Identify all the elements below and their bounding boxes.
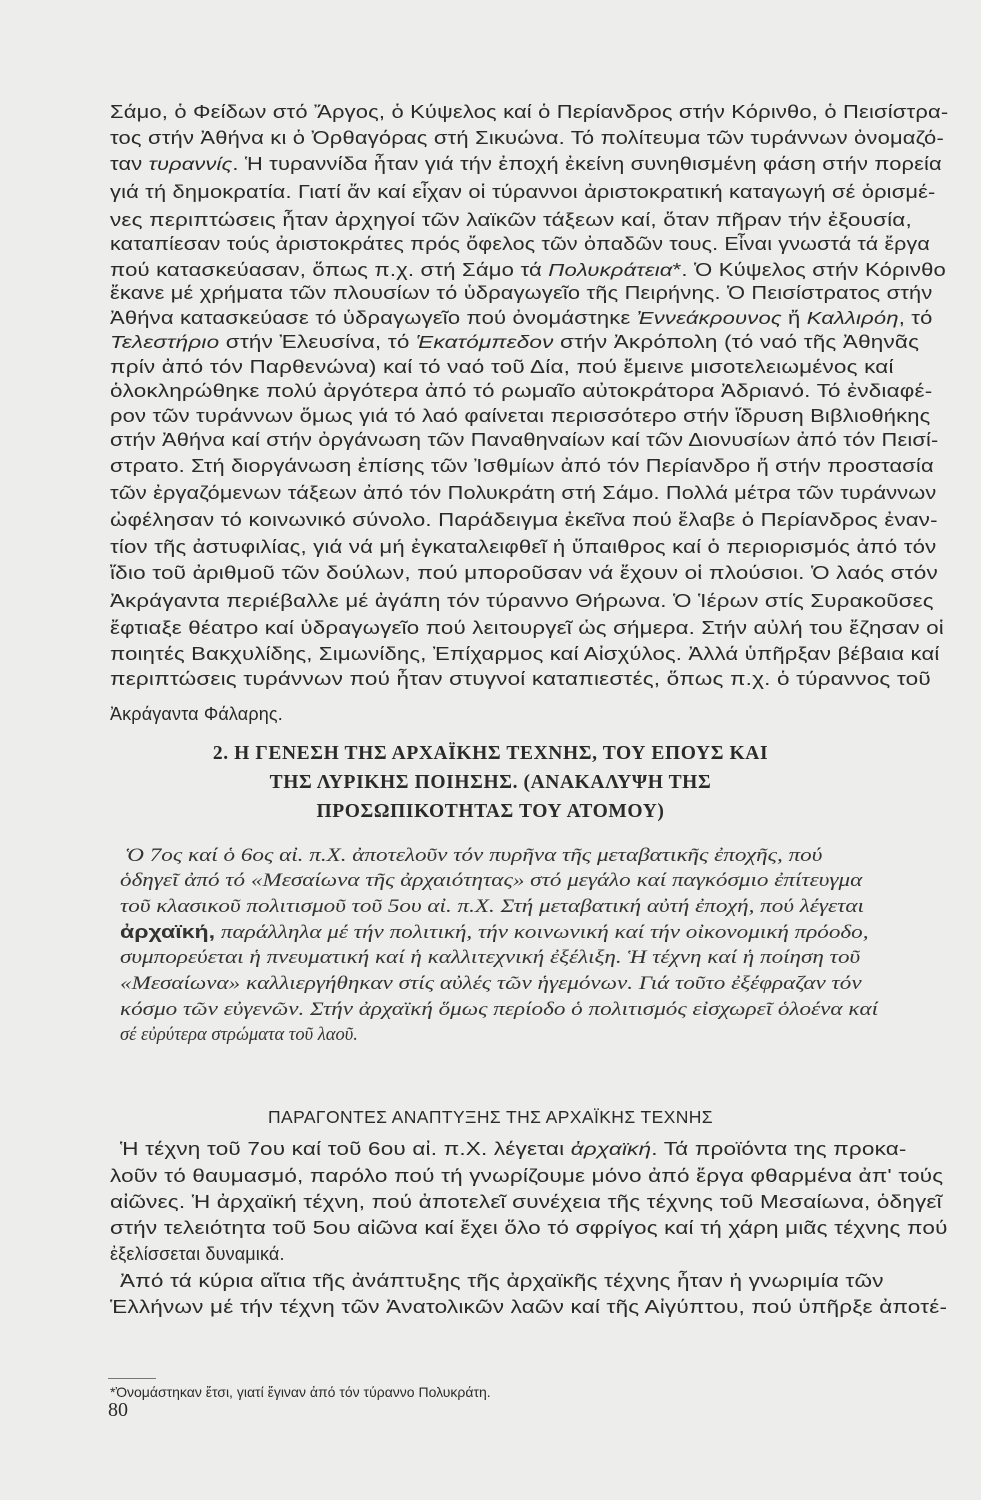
text-run: . Τά προϊόντα της προκα- (651, 1139, 907, 1159)
text-run: περιπτώσεις τυράννων πού ἦταν στυγνοί καταπιεστές, ὅπως π.χ. ὁ τύραννος τοῦ (110, 669, 931, 689)
italic-term: Ἑκατόμπεδον (416, 332, 554, 352)
text-run: καταπίεσαν τούς ἀριστοκράτες πρός ὄφελος τῶν ὀπαδῶν τους. Εἶναι γνωστά τά ἔργα (110, 234, 930, 254)
text-line (110, 1191, 942, 1213)
text-run: πρίν ἀπό τόν Παρθενώνα) καί τό ναό τοῦ Δία, πού ἔμεινε μισοτελειωμένος καί (110, 357, 894, 377)
text-line (110, 405, 930, 427)
text-run: . Ἡ τυραννίδα ἦταν γιά τήν ἐποχή ἐκείνη συνηθισμένη φάση στήν πορεία (232, 154, 942, 174)
text-line (110, 153, 942, 175)
text-line (110, 643, 940, 665)
text-run: ἔκανε μέ χρήματα τῶν πλουσίων τό ὑδραγωγεῖο τῆς Πειρήνης. Ὁ Πεισίστρατος στήν (110, 283, 933, 303)
text-line (110, 233, 930, 255)
bold-term: ἀρχαϊκή, (120, 921, 216, 942)
text-line (110, 509, 938, 531)
text-line (110, 282, 932, 304)
italic-term: Τελεστήριο (110, 332, 220, 352)
text-run: ρον τῶν τυράννων ὅμως γιά τό λαό φαίνεται περισσότερο στήν ἵδρυση Βιβλιοθήκης (110, 406, 931, 426)
text-run: νες περιπτώσεις ἦταν ἀρχηγοί τῶν λαϊκῶν τάξεων καί, ὅταν πῆραν τήν ἐξουσία, (110, 210, 912, 230)
text-line (120, 999, 878, 1021)
text-run: στήν τελειότητα τοῦ 5ου αἰῶνα καί ἔχει ὅλο τό σφρίγος καί τή χάρη μιᾶς τέχνης πού (110, 1218, 948, 1238)
page-number: 80 (108, 1399, 128, 1421)
footnote-rule (108, 1378, 156, 1379)
text-run: τοῦ κλασικοῦ πολιτισμοῦ τοῦ 5ου αἰ. π.Χ. Στή μεταβατική αὐτή ἐποχή, πού λέγεται (120, 897, 864, 917)
text-line (110, 127, 944, 149)
text-line (110, 703, 283, 725)
text-line (120, 1024, 358, 1046)
text-line (120, 973, 862, 995)
text-run: τος στήν Ἀθήνα κι ὁ Ὀρθαγόρας στή Σικυώνα. Τό πολίτευμα τῶν τυράννων ὀνομαζό- (110, 128, 944, 148)
text-run: πού κατασκεύασαν, ὅπως π.χ. στή Σάμο τά (110, 260, 549, 280)
text-run: *. Ὁ Κύψελος στήν Κόρινθο (672, 260, 946, 280)
text-run: ὁδηγεῖ ἀπό τό «Μεσαίωνα τῆς ἀρχαιότητας» στό μεγάλο καί παγκόσμιο ἐπίτευγμα (120, 871, 863, 891)
heading-line: ΤΗΣ ΛΥΡΙΚΗΣ ΠΟΙΗΣΗΣ. (ΑΝΑΚΑΛΥΨΗ ΤΗΣ (269, 772, 712, 793)
text-line (110, 429, 938, 451)
subheading: ΠΑΡΑΓΟΝΤΕΣ ΑΝΑΠΤΥΞΗΣ ΤΗΣ ΑΡΧΑΪΚΗΣ ΤΕΧΝΗΣ (267, 1107, 714, 1127)
text-run: γιά τή δημοκρατία. Γιατί ἄν καί εἶχαν οἱ τύραννοι ἀριστοκρατική καταγωγή σέ ὁρισμέ- (110, 182, 936, 202)
text-run: τῶν ἐργαζόμενων τάξεων ἀπό τόν Πολυκράτη στή Σάμο. Πολλά μέτρα τῶν τυράννων (110, 483, 937, 503)
text-line (120, 1138, 907, 1160)
text-run: αἰῶνες. Ἡ ἀρχαϊκή τέχνη, πού ἀποτελεῖ συνέχεια τῆς τέχνης τοῦ Μεσαίωνα, ὁδηγεῖ (110, 1192, 942, 1212)
italic-term: Καλλιρόη (806, 308, 899, 328)
text-run: στρατο. Στή διοργάνωση ἐπίσης τῶν Ἰσθμίων ἀπό τόν Περίανδρο ἤ στήν προστασία (110, 456, 934, 476)
text-run: κόσμο τῶν εὐγενῶν. Στήν ἀρχαϊκή ὅμως περίοδο ὁ πολιτισμός εἰσχωρεῖ ὁλοένα καί (120, 1000, 879, 1020)
text-run: ποιητές Βακχυλίδης, Σιμωνίδης, Ἐπίχαρμος καί Αἰσχύλος. Ἀλλά ὑπῆρξαν βέβαια καί (110, 644, 940, 664)
heading-line: 2. Η ΓΕΝΕΣΗ ΤΗΣ ΑΡΧΑΪΚΗΣ ΤΕΧΝΗΣ, ΤΟΥ ΕΠΟΥΣ ΚΑΙ (212, 743, 769, 764)
text-line (125, 845, 822, 867)
text-run: «Μεσαίωνα» καλλιεργήθηκαν στίς αὐλές τῶν ἡγεμόνων. Γιά τοῦτο ἐξέφραζαν τόν (120, 974, 862, 994)
text-run: τίον τῆς ἀστυφιλίας, γιά νά μή ἐγκαταλειφθεῖ ἡ ὕπαιθρος καί ὁ περιορισμός ἀπό τόν (110, 537, 937, 557)
text-line (110, 536, 936, 558)
text-run: στήν Ἐλευσίνα, τό (219, 332, 417, 352)
text-run: , τό (898, 308, 933, 328)
text-run: Ἀθήνα κατασκεύασε τό ὑδραγωγεῖο πού ὀνομάστηκε (110, 308, 637, 328)
italic-term: Ἐννεάκρουνος (636, 308, 782, 328)
text-run: λοῦν τό θαυμασμό, παρόλο πού τή γνωρίζουμε μόνο ἀπό ἔργα φθαρμένα ἀπ' τούς (110, 1166, 944, 1186)
text-line (110, 181, 936, 203)
text-line (110, 101, 948, 123)
text-line (110, 209, 912, 231)
text-run: ἴδιο τοῦ ἀριθμοῦ τῶν δούλων, πού μποροῦσαν νά ἔχουν οἱ πλούσιοι. Ὁ λαός στόν (110, 563, 938, 583)
text-line (120, 947, 860, 969)
text-run: παράλληλα μέ τήν πολιτική, τήν κοινωνική καί τήν οἰκονομική πρόοδο, (215, 923, 869, 943)
italic-term: τυραννίς (148, 154, 233, 174)
text-line (110, 259, 946, 281)
text-run: Ἡ τέχνη τοῦ 7ου καί τοῦ 6ου αἰ. π.Χ. λέγεται (120, 1139, 571, 1159)
text-line (110, 1217, 948, 1239)
italic-term: ἀρχαϊκή (570, 1139, 652, 1159)
text-line (120, 870, 862, 892)
text-line (110, 562, 938, 584)
text-line (110, 455, 934, 477)
text-line (110, 356, 894, 378)
text-run: στήν Ἀκρόπολη (τό ναό τῆς Ἀθηνᾶς (553, 332, 920, 352)
heading-line: ΠΡΟΣΩΠΙΚΟΤΗΤΑΣ ΤΟΥ ΑΤΟΜΟΥ) (316, 801, 665, 822)
text-run: Ὁ 7ος καί ὁ 6ος αἰ. π.Χ. ἀποτελοῦν τόν πυρῆνα τῆς μεταβατικῆς ἐποχῆς, πού (125, 846, 823, 866)
text-run: ἤ (781, 308, 807, 328)
text-line (110, 380, 932, 402)
text-run: στήν Ἀθήνα καί στήν ὀργάνωση τῶν Παναθηναίων καί τῶν Διονυσίων ἀπό τόν Πεισί- (110, 430, 939, 450)
text-run: Σάμο, ὁ Φείδων στό Ἄργος, ὁ Κύψελος καί ὁ Περίανδρος στήν Κόρινθο, ὁ Πεισίστρα- (110, 102, 949, 122)
text-run: ἔφτιαξε θέατρο καί ὑδραγωγεῖο πού λειτουργεῖ ὡς σήμερα. Στήν αὐλή του ἔζησαν οἱ (110, 618, 944, 638)
text-run: Ἀπό τά κύρια αἴτια τῆς ἀνάπτυξης τῆς ἀρχαϊκῆς τέχνης ἦταν ἡ γνωριμία τῶν (120, 1271, 884, 1291)
text-line (120, 1270, 884, 1292)
text-line (110, 1165, 943, 1187)
text-line (120, 896, 864, 918)
text-run: σέ εὐρύτερα στρώματα τοῦ λαοῦ. (120, 1025, 358, 1045)
text-line (110, 668, 931, 690)
text-line (110, 331, 919, 353)
text-line (110, 1243, 285, 1265)
italic-term: Πολυκράτεια (548, 260, 673, 280)
text-line (110, 307, 933, 329)
text-run: ὠφέλησαν τό κοινωνικό σύνολο. Παράδειγμα ἐκεῖνα πού ἔλαβε ὁ Περίανδρος ἐναν- (110, 510, 938, 530)
text-run: ταν (110, 154, 149, 174)
text-line (110, 590, 934, 612)
footnote: *Ὀνομάστηκαν ἔτσι, γιατί ἔγιναν ἀπό τόν τύραννο Πολυκράτη. (110, 1384, 491, 1400)
text-line (110, 617, 944, 639)
text-line (110, 1296, 947, 1318)
text-run: Ἀκράγαντα περιέβαλλε μέ ἀγάπη τόν τύραννο Θήρωνα. Ὁ Ἱέρων στίς Συρακοῦσες (110, 591, 934, 611)
text-run: Ἀκράγαντα Φάλαρης. (110, 704, 283, 724)
text-run: συμπορεύεται ἡ πνευματική καί ἡ καλλιτεχνική ἐξέλιξη. Ἡ τέχνη καί ἡ ποίηση τοῦ (120, 948, 861, 968)
text-run: Ἑλλήνων μέ τήν τέχνη τῶν Ἀνατολικῶν λαῶν καί τῆς Αἰγύπτου, πού ὑπῆρξε ἀποτέ- (110, 1297, 948, 1317)
text-line (120, 921, 869, 944)
text-run: ἐξελίσσεται δυναμικά. (110, 1244, 285, 1264)
text-line (110, 482, 936, 504)
text-run: ὁλοκληρώθηκε πολύ ἀργότερα ἀπό τό ρωμαῖο αὐτοκράτορα Ἀδριανό. Τό ἐνδιαφέ- (110, 381, 933, 401)
